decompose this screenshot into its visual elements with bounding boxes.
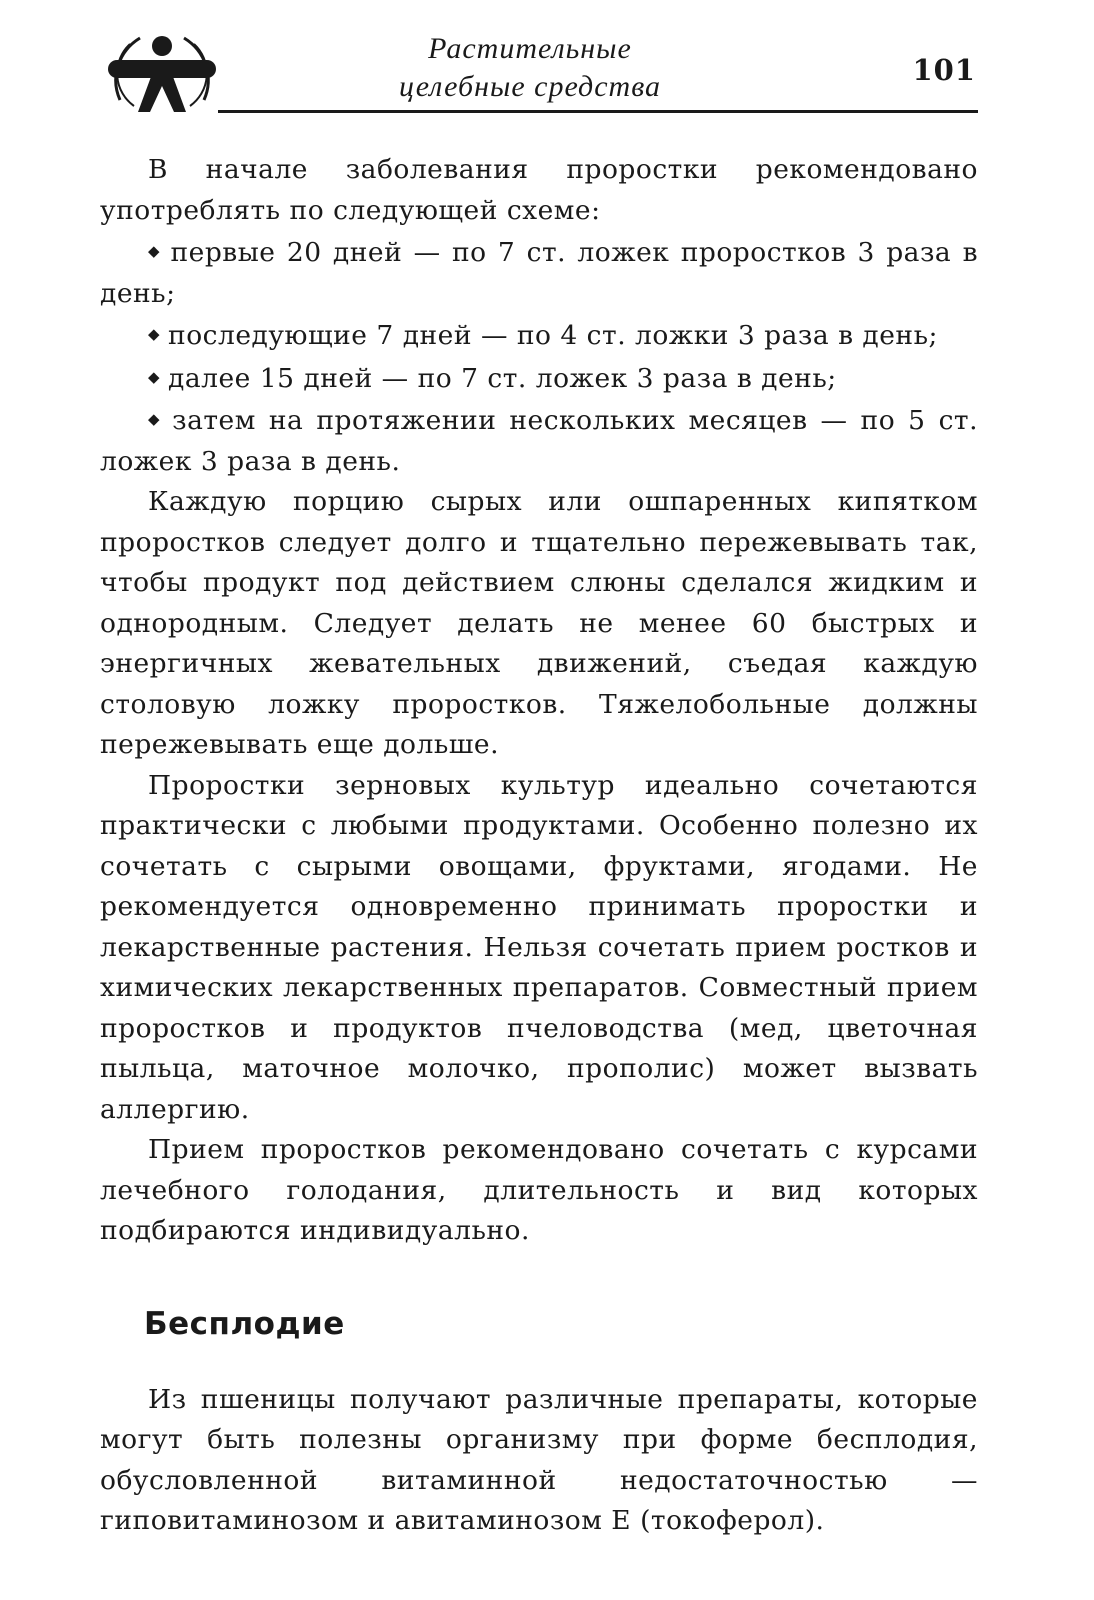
header-title-line-1: Растительные — [428, 32, 632, 65]
header-divider — [218, 110, 978, 113]
body-paragraph: Каждую порцию сырых или ошпаренных кипятком проростков следует долго и тщательно пережевывать так, чтобы продукт под действием слюны сделался жидким и однородным. Следует делать не менее 60 быстрых и энергичных жевательных движений, съедая каждую столовую ложку проростков. Тяжелобольные должны пережевывать еще дольше. — [100, 486, 978, 760]
page-header — [0, 0, 1094, 125]
list-item: ◆ далее 15 дней — по 7 ст. ложек 3 раза в день; — [100, 357, 978, 400]
header-title-line-2: целебные средства — [398, 70, 662, 103]
section-paragraph: Из пшеницы получают различные препараты, которые могут быть полезны организму при форме бесплодия, обусловленной витаминной недостаточностью — гиповитаминозом и авитаминозом E (токоферол). — [100, 1383, 978, 1536]
body-paragraph: Проростки зерновых культур идеально сочетаются практически с любыми продуктами. Особенно полезно их сочетать с сырыми овощами, фруктами, ягодами. Не рекомендуется одновременно принимать проростки и лекарственные растения. Нельзя сочетать прием ростков и химических лекарственных препаратов. Совместный прием проростков и продуктов пчеловодства (мед, цветочная пыльца, маточное молочко, прополис) может вызвать аллергию. — [100, 769, 978, 1125]
section-logo-icon — [100, 30, 224, 116]
list-item: ◆ последующие 7 дней — по 4 ст. ложки 3 раза в день; — [100, 314, 978, 357]
body-paragraph: Прием проростков рекомендовано сочетать с курсами лечебного голодания, длительность и вид которых подбираются индивидуально. — [100, 1134, 978, 1246]
list-item: ◆ затем на протяжении нескольких месяцев — по 5 ст. ложек 3 раза в день. — [100, 399, 978, 482]
intro-paragraph: В начале заболевания проростки рекомендовано употреблять по следующей схеме: — [100, 154, 978, 226]
page-content — [100, 150, 978, 1542]
list-item: ◆ первые 20 дней — по 7 ст. ложек проростков 3 раза в день; — [100, 231, 978, 314]
section-heading: Бесплодие — [144, 1305, 345, 1342]
running-header-title — [260, 30, 800, 106]
page-number: 101 — [912, 53, 976, 87]
